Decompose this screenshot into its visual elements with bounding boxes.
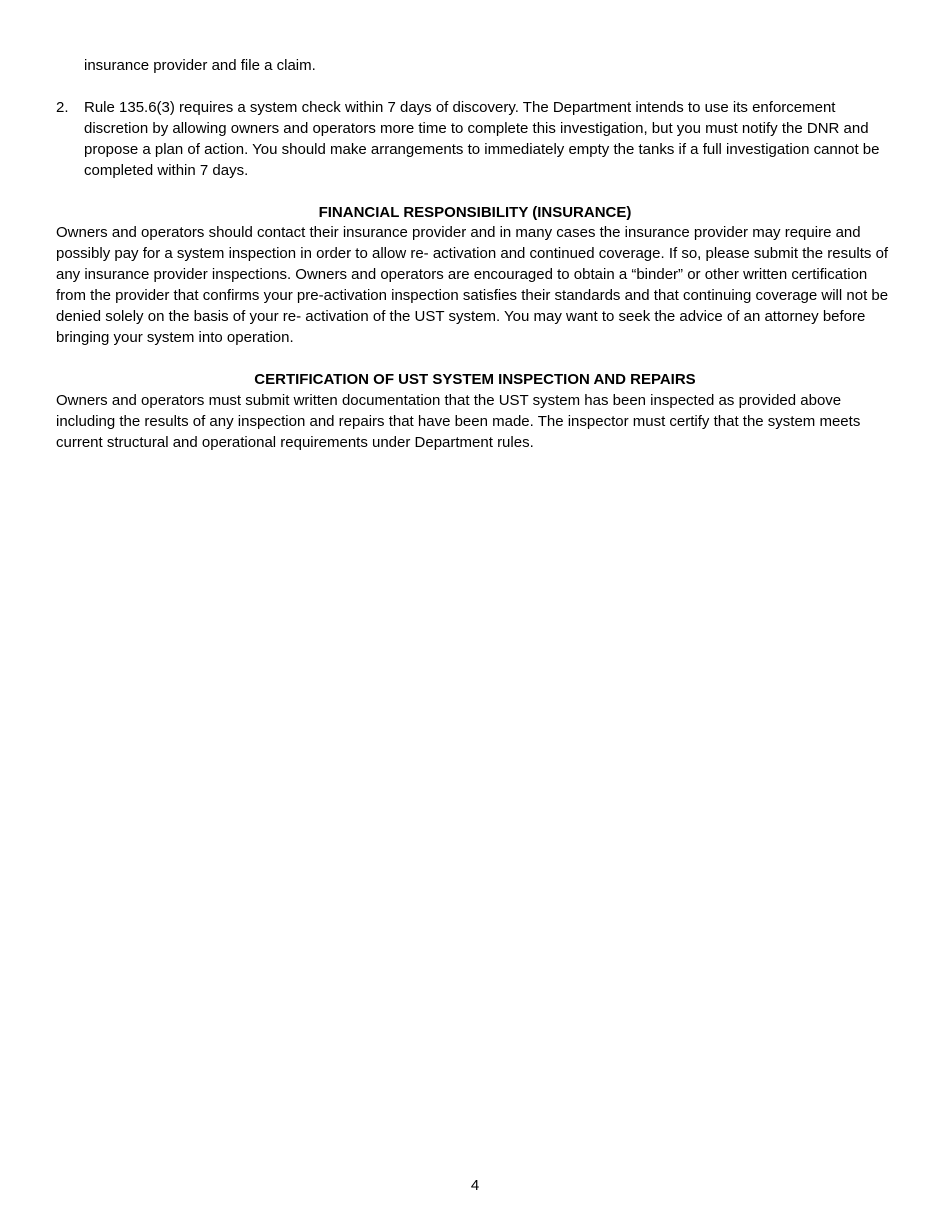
continued-list-text: insurance provider and file a claim. — [84, 57, 316, 74]
section-body: Owners and operators must submit written documentation that the UST system has been inspected as provided above including the results of any inspection and repairs that have been made. The inspector must certify that the system meets current structural and operational requirements under Department rules. — [56, 391, 861, 451]
page-number: 4 — [470, 1177, 480, 1194]
numbered-list-item — [56, 98, 894, 182]
section-certification — [56, 370, 894, 454]
section-heading: CERTIFICATION OF UST SYSTEM INSPECTION AND REPAIRS — [254, 370, 696, 388]
list-item-number: 2. — [56, 98, 69, 116]
section-financial-responsibility — [56, 203, 894, 349]
page-content — [56, 56, 894, 475]
list-item-text: Rule 135.6(3) requires a system check within 7 days of discovery. The Department intends to use its enforcement discretion by allowing owners and operators more time to complete this investigation, but you must notify the DNR and propose a plan of action. You should make arrangements to immediately empty the tanks if a full investigation cannot be completed within 7 days. — [84, 98, 880, 179]
section-heading: FINANCIAL RESPONSIBILITY (INSURANCE) — [318, 203, 632, 221]
section-body: Owners and operators should contact their insurance provider and in many cases the insurance provider may require and possibly pay for a system inspection in order to allow re- activation and continued coverage. If so, please submit the results of any insurance provider inspections. Owners and operators are encouraged to obtain a “binder” or other written certification from the provider that confirms your pre-activation inspection satisfies their standards and that continuing coverage will not be denied solely on the basis of your re- activation of the UST system. You may want to seek the advice of an attorney before bringing your system into operation. — [56, 224, 889, 346]
